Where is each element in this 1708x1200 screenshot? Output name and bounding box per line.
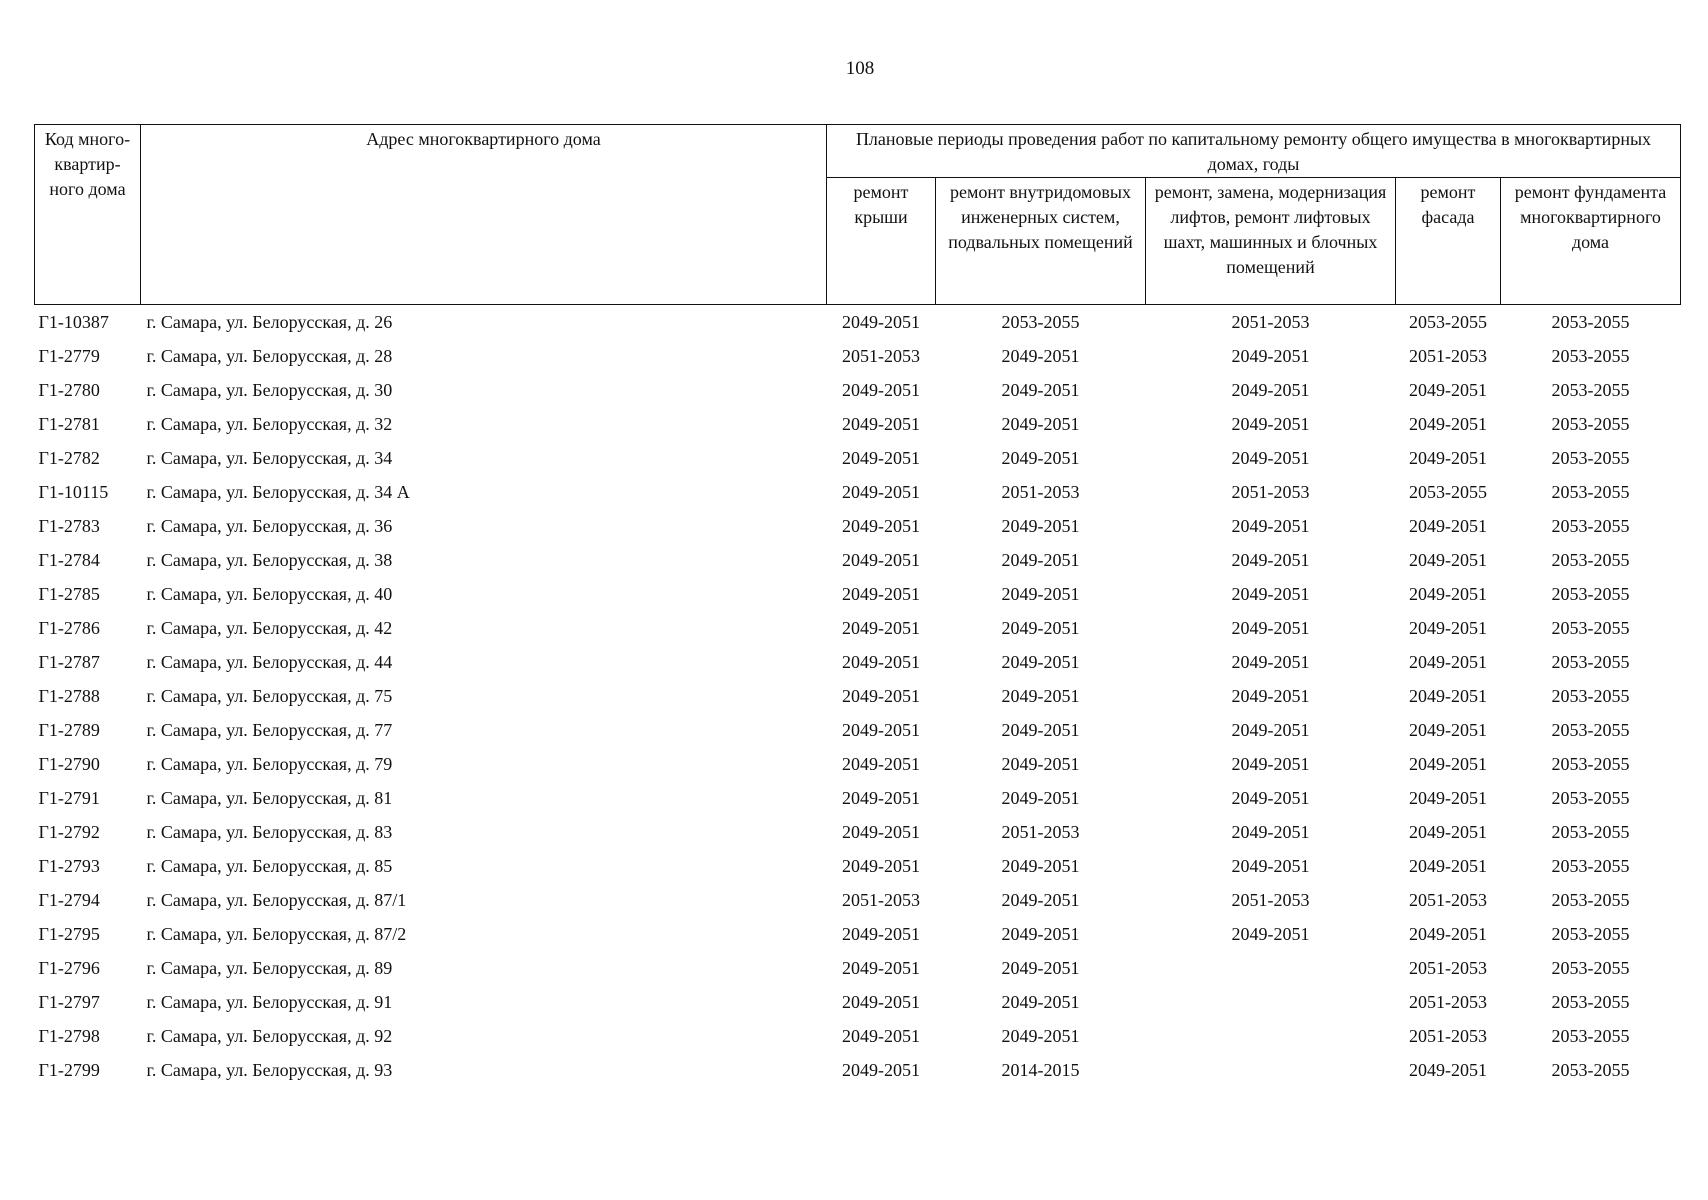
cell-address: г. Самара, ул. Белорусская, д. 93	[146, 1059, 393, 1080]
table-row	[35, 305, 1681, 340]
cell-elevators: 2049-2051	[1231, 821, 1310, 842]
cell-code: Г1-2784	[38, 549, 100, 570]
cell-foundation: 2053-2055	[1551, 413, 1630, 434]
cell-roof: 2049-2051	[842, 481, 920, 502]
cell-code: Г1-2780	[38, 379, 100, 400]
cell-code: Г1-2789	[38, 719, 100, 740]
cell-foundation: 2053-2055	[1551, 617, 1630, 638]
table-row	[35, 407, 1681, 441]
header-code: Код много-квартир-ного дома	[35, 125, 141, 305]
cell-elevators: 2049-2051	[1231, 787, 1310, 808]
cell-address: г. Самара, ул. Белорусская, д. 87/2	[146, 923, 407, 944]
cell-address: г. Самара, ул. Белорусская, д. 42	[146, 617, 393, 638]
cell-code: Г1-2781	[38, 413, 100, 434]
cell-foundation: 2053-2055	[1551, 957, 1630, 978]
cell-engineering: 2014-2015	[1001, 1059, 1080, 1080]
cell-foundation: 2053-2055	[1551, 345, 1630, 366]
table-row	[35, 611, 1681, 645]
cell-address: г. Самара, ул. Белорусская, д. 44	[146, 651, 393, 672]
cell-foundation: 2053-2055	[1551, 719, 1630, 740]
cell-elevators: 2049-2051	[1231, 515, 1310, 536]
cell-foundation: 2053-2055	[1551, 1059, 1630, 1080]
table-row	[35, 441, 1681, 475]
cell-code: Г1-10115	[38, 481, 109, 502]
cell-elevators: 2049-2051	[1231, 345, 1310, 366]
cell-facade: 2049-2051	[1409, 753, 1487, 774]
cell-roof: 2049-2051	[842, 957, 920, 978]
cell-elevators: 2049-2051	[1231, 855, 1310, 876]
schedule-table	[34, 124, 1681, 1087]
cell-roof: 2049-2051	[842, 753, 920, 774]
cell-address: г. Самара, ул. Белорусская, д. 26	[146, 311, 393, 332]
cell-foundation: 2053-2055	[1551, 379, 1630, 400]
cell-roof: 2049-2051	[842, 583, 920, 604]
table-row	[35, 509, 1681, 543]
capital-repair-table	[34, 124, 1681, 1087]
cell-roof: 2049-2051	[842, 651, 920, 672]
header-address: Адрес многоквартирного дома	[141, 125, 827, 305]
cell-engineering: 2049-2051	[1001, 617, 1080, 638]
cell-engineering: 2049-2051	[1001, 549, 1080, 570]
cell-engineering: 2049-2051	[1001, 515, 1080, 536]
cell-elevators: 2049-2051	[1231, 583, 1310, 604]
cell-engineering: 2053-2055	[1001, 311, 1080, 332]
header-periods-group: Плановые периоды проведения работ по капитальному ремонту общего имущества в многоквартирных домах, годы	[827, 125, 1681, 178]
cell-foundation: 2053-2055	[1551, 311, 1630, 332]
cell-elevators: 2049-2051	[1231, 923, 1310, 944]
table-row	[35, 577, 1681, 611]
cell-address: г. Самара, ул. Белорусская, д. 85	[146, 855, 393, 876]
cell-code: Г1-2791	[38, 787, 100, 808]
cell-address: г. Самара, ул. Белорусская, д. 28	[146, 345, 393, 366]
cell-foundation: 2053-2055	[1551, 753, 1630, 774]
cell-code: Г1-2793	[38, 855, 100, 876]
cell-foundation: 2053-2055	[1551, 481, 1630, 502]
cell-roof: 2051-2053	[842, 345, 920, 366]
table-row	[35, 1053, 1681, 1087]
table-row	[35, 1019, 1681, 1053]
cell-address: г. Самара, ул. Белорусская, д. 87/1	[146, 889, 407, 910]
cell-foundation: 2053-2055	[1551, 855, 1630, 876]
page-number: 108	[845, 58, 875, 79]
cell-code: Г1-2779	[38, 345, 100, 366]
cell-code: Г1-10387	[38, 311, 109, 332]
table-row	[35, 645, 1681, 679]
header-foundation: ремонт фундамента многоквартирного дома	[1501, 178, 1681, 305]
cell-roof: 2049-2051	[842, 515, 920, 536]
cell-engineering: 2049-2051	[1001, 651, 1080, 672]
cell-address: г. Самара, ул. Белорусская, д. 32	[146, 413, 393, 434]
cell-code: Г1-2783	[38, 515, 100, 536]
table-row	[35, 781, 1681, 815]
cell-roof: 2049-2051	[842, 1059, 920, 1080]
cell-facade: 2049-2051	[1409, 923, 1487, 944]
header-facade: ремонт фасада	[1396, 178, 1501, 305]
header-elevators: ремонт, замена, модернизация лифтов, ремонт лифтовых шахт, машинных и блочных помещений	[1146, 178, 1396, 305]
table-row	[35, 339, 1681, 373]
cell-elevators	[1146, 985, 1396, 1019]
cell-elevators	[1146, 951, 1396, 985]
table-row	[35, 985, 1681, 1019]
cell-address: г. Самара, ул. Белорусская, д. 40	[146, 583, 393, 604]
cell-facade: 2049-2051	[1409, 549, 1487, 570]
cell-address: г. Самара, ул. Белорусская, д. 91	[146, 991, 393, 1012]
cell-code: Г1-2788	[38, 685, 100, 706]
cell-elevators: 2049-2051	[1231, 651, 1310, 672]
cell-roof: 2049-2051	[842, 549, 920, 570]
cell-roof: 2049-2051	[842, 447, 920, 468]
cell-roof: 2049-2051	[842, 1025, 920, 1046]
cell-code: Г1-2786	[38, 617, 100, 638]
table-row	[35, 679, 1681, 713]
cell-engineering: 2049-2051	[1001, 889, 1080, 910]
table-body	[35, 305, 1681, 1088]
cell-facade: 2051-2053	[1409, 957, 1487, 978]
cell-engineering: 2049-2051	[1001, 447, 1080, 468]
table-row	[35, 373, 1681, 407]
cell-elevators: 2049-2051	[1231, 549, 1310, 570]
cell-roof: 2049-2051	[842, 787, 920, 808]
table-header	[35, 125, 1681, 305]
cell-address: г. Самара, ул. Белорусская, д. 34	[146, 447, 393, 468]
cell-elevators: 2049-2051	[1231, 413, 1310, 434]
cell-engineering: 2049-2051	[1001, 923, 1080, 944]
cell-foundation: 2053-2055	[1551, 923, 1630, 944]
cell-facade: 2049-2051	[1409, 651, 1487, 672]
cell-address: г. Самара, ул. Белорусская, д. 89	[146, 957, 393, 978]
cell-address: г. Самара, ул. Белорусская, д. 30	[146, 379, 393, 400]
cell-elevators: 2049-2051	[1231, 685, 1310, 706]
cell-foundation: 2053-2055	[1551, 821, 1630, 842]
cell-facade: 2049-2051	[1409, 617, 1487, 638]
cell-code: Г1-2792	[38, 821, 100, 842]
cell-facade: 2051-2053	[1409, 991, 1487, 1012]
cell-facade: 2049-2051	[1409, 787, 1487, 808]
cell-code: Г1-2798	[38, 1025, 100, 1046]
table-row	[35, 475, 1681, 509]
cell-facade: 2049-2051	[1409, 447, 1487, 468]
cell-roof: 2049-2051	[842, 719, 920, 740]
table-row	[35, 883, 1681, 917]
cell-facade: 2051-2053	[1409, 1025, 1487, 1046]
cell-facade: 2049-2051	[1409, 821, 1487, 842]
cell-foundation: 2053-2055	[1551, 447, 1630, 468]
cell-foundation: 2053-2055	[1551, 651, 1630, 672]
table-row	[35, 951, 1681, 985]
cell-roof: 2049-2051	[842, 685, 920, 706]
cell-engineering: 2049-2051	[1001, 345, 1080, 366]
cell-address: г. Самара, ул. Белорусская, д. 36	[146, 515, 393, 536]
cell-engineering: 2049-2051	[1001, 685, 1080, 706]
cell-roof: 2049-2051	[842, 379, 920, 400]
cell-facade: 2049-2051	[1409, 685, 1487, 706]
cell-roof: 2049-2051	[842, 821, 920, 842]
cell-address: г. Самара, ул. Белорусская, д. 83	[146, 821, 393, 842]
cell-roof: 2049-2051	[842, 413, 920, 434]
cell-elevators: 2049-2051	[1231, 719, 1310, 740]
cell-facade: 2049-2051	[1409, 379, 1487, 400]
cell-roof: 2049-2051	[842, 617, 920, 638]
cell-code: Г1-2787	[38, 651, 100, 672]
cell-elevators: 2049-2051	[1231, 379, 1310, 400]
table-row	[35, 713, 1681, 747]
header-engineering: ремонт внутридомовых инженерных систем, подвальных помещений	[936, 178, 1146, 305]
cell-facade: 2051-2053	[1409, 889, 1487, 910]
cell-facade: 2053-2055	[1409, 311, 1487, 332]
cell-engineering: 2051-2053	[1001, 481, 1080, 502]
table-row	[35, 543, 1681, 577]
cell-code: Г1-2795	[38, 923, 100, 944]
cell-engineering: 2049-2051	[1001, 1025, 1080, 1046]
cell-facade: 2049-2051	[1409, 719, 1487, 740]
cell-elevators: 2049-2051	[1231, 617, 1310, 638]
cell-engineering: 2049-2051	[1001, 379, 1080, 400]
cell-address: г. Самара, ул. Белорусская, д. 38	[146, 549, 393, 570]
cell-elevators	[1146, 1053, 1396, 1087]
cell-elevators	[1146, 1019, 1396, 1053]
header-roof: ремонт крыши	[827, 178, 936, 305]
cell-code: Г1-2797	[38, 991, 100, 1012]
cell-foundation: 2053-2055	[1551, 515, 1630, 536]
cell-facade: 2049-2051	[1409, 1059, 1487, 1080]
table-row	[35, 849, 1681, 883]
cell-roof: 2049-2051	[842, 855, 920, 876]
cell-address: г. Самара, ул. Белорусская, д. 75	[146, 685, 393, 706]
cell-foundation: 2053-2055	[1551, 549, 1630, 570]
cell-engineering: 2049-2051	[1001, 583, 1080, 604]
cell-roof: 2049-2051	[842, 311, 920, 332]
cell-code: Г1-2794	[38, 889, 100, 910]
cell-foundation: 2053-2055	[1551, 991, 1630, 1012]
cell-foundation: 2053-2055	[1551, 583, 1630, 604]
cell-code: Г1-2799	[38, 1059, 100, 1080]
cell-address: г. Самара, ул. Белорусская, д. 34 А	[146, 481, 410, 502]
cell-facade: 2049-2051	[1409, 855, 1487, 876]
cell-engineering: 2051-2053	[1001, 821, 1080, 842]
cell-engineering: 2049-2051	[1001, 991, 1080, 1012]
cell-elevators: 2049-2051	[1231, 447, 1310, 468]
cell-code: Г1-2796	[38, 957, 100, 978]
table-row	[35, 815, 1681, 849]
table-row	[35, 917, 1681, 951]
cell-engineering: 2049-2051	[1001, 957, 1080, 978]
table-row	[35, 747, 1681, 781]
cell-foundation: 2053-2055	[1551, 1025, 1630, 1046]
cell-engineering: 2049-2051	[1001, 855, 1080, 876]
cell-engineering: 2049-2051	[1001, 787, 1080, 808]
cell-engineering: 2049-2051	[1001, 719, 1080, 740]
cell-facade: 2053-2055	[1409, 481, 1487, 502]
cell-roof: 2049-2051	[842, 991, 920, 1012]
cell-code: Г1-2782	[38, 447, 100, 468]
cell-facade: 2049-2051	[1409, 413, 1487, 434]
cell-code: Г1-2790	[38, 753, 100, 774]
cell-foundation: 2053-2055	[1551, 787, 1630, 808]
cell-elevators: 2051-2053	[1231, 481, 1310, 502]
cell-foundation: 2053-2055	[1551, 685, 1630, 706]
cell-address: г. Самара, ул. Белорусская, д. 77	[146, 719, 393, 740]
cell-elevators: 2051-2053	[1231, 889, 1310, 910]
cell-roof: 2049-2051	[842, 923, 920, 944]
cell-code: Г1-2785	[38, 583, 100, 604]
cell-engineering: 2049-2051	[1001, 413, 1080, 434]
cell-address: г. Самара, ул. Белорусская, д. 79	[146, 753, 393, 774]
cell-facade: 2049-2051	[1409, 515, 1487, 536]
cell-engineering: 2049-2051	[1001, 753, 1080, 774]
cell-facade: 2049-2051	[1409, 583, 1487, 604]
cell-foundation: 2053-2055	[1551, 889, 1630, 910]
cell-roof: 2051-2053	[842, 889, 920, 910]
cell-facade: 2051-2053	[1409, 345, 1487, 366]
cell-address: г. Самара, ул. Белорусская, д. 81	[146, 787, 393, 808]
cell-elevators: 2049-2051	[1231, 753, 1310, 774]
cell-elevators: 2051-2053	[1231, 311, 1310, 332]
cell-address: г. Самара, ул. Белорусская, д. 92	[146, 1025, 393, 1046]
